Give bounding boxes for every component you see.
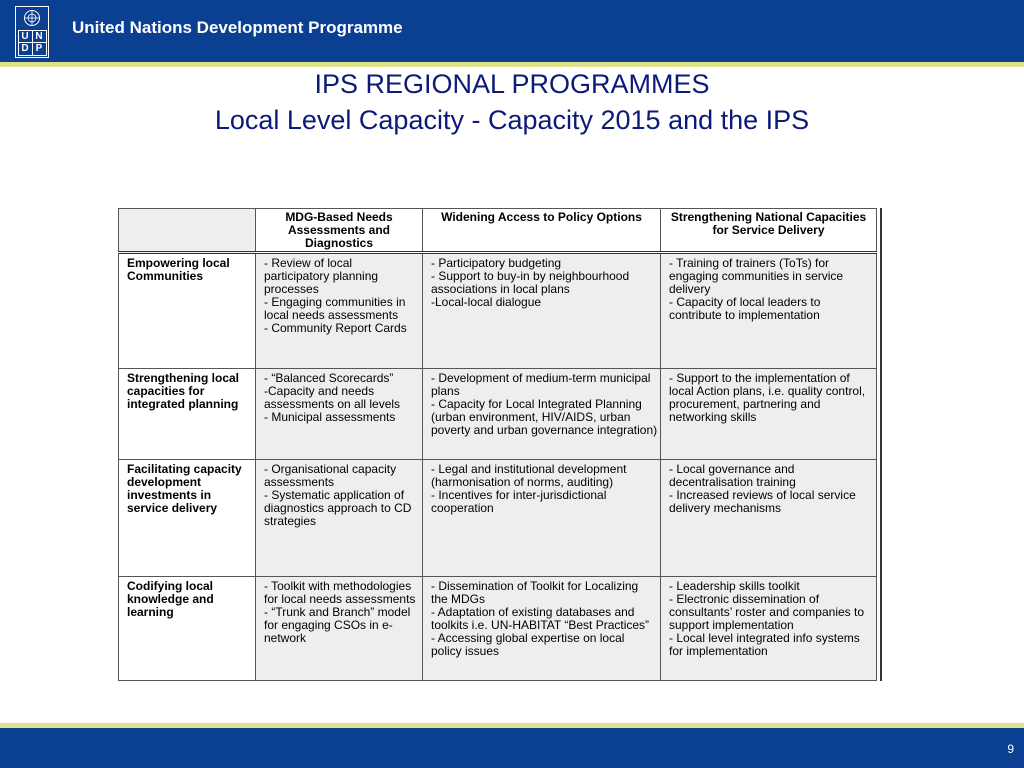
table-cell xyxy=(661,460,877,577)
table-row xyxy=(119,577,877,681)
cell-item: - Systematic application of diagnostics approach to CD strategies xyxy=(264,488,412,528)
logo-letter: U xyxy=(18,30,33,44)
title-line-1: IPS REGIONAL PROGRAMMES xyxy=(314,69,710,99)
cell-item: - Training of trainers (ToTs) for engaging communities in service delivery xyxy=(669,256,844,296)
row-label: Strengthening local capacities for integrated planning xyxy=(119,369,256,460)
table-cell xyxy=(256,253,423,369)
cell-item: - Local governance and decentralisation training xyxy=(669,462,796,489)
table-cell xyxy=(256,369,423,460)
column-header: MDG-Based Needs Assessments and Diagnostics xyxy=(256,209,423,253)
cell-item: - Electronic dissemination of consultants’ roster and companies to support implementation xyxy=(669,592,864,632)
table-row xyxy=(119,369,877,460)
cell-item: - Incentives for inter-jurisdictional cooperation xyxy=(431,488,607,515)
page-number: 9 xyxy=(1007,742,1014,756)
table-cell xyxy=(661,577,877,681)
column-header: Widening Access to Policy Options xyxy=(423,209,661,253)
title-line-2: Local Level Capacity - Capacity 2015 and the IPS xyxy=(214,105,810,135)
table-header-row xyxy=(119,209,877,253)
row-label: Facilitating capacity development investments in service delivery xyxy=(119,460,256,577)
logo-letter: P xyxy=(32,42,47,56)
table-cell xyxy=(661,369,877,460)
cell-item: -Capacity and needs assessments on all levels xyxy=(264,384,401,411)
programme-table-frame xyxy=(118,208,882,681)
header-bar xyxy=(0,0,1024,62)
cell-item: - Adaptation of existing databases and toolkits i.e. UN-HABITAT “Best Practices” xyxy=(431,605,650,632)
cell-item: - Participatory budgeting xyxy=(431,256,562,270)
page-title xyxy=(0,66,1024,138)
column-header: Strengthening National Capacities for Service Delivery xyxy=(661,209,877,253)
logo-letter: N xyxy=(32,30,47,44)
cell-item: - Engaging communities in local needs assessments xyxy=(264,295,406,322)
table-row xyxy=(119,460,877,577)
cell-item: - Toolkit with methodologies for local needs assessments xyxy=(264,579,416,606)
cell-item: - Community Report Cards xyxy=(264,321,407,335)
cell-item: - Review of local participatory planning processes xyxy=(264,256,379,296)
footer-bar xyxy=(0,728,1024,768)
cell-item: - Increased reviews of local service delivery mechanisms xyxy=(669,488,856,515)
table-cell xyxy=(256,577,423,681)
organization-name: United Nations Development Programme xyxy=(72,18,403,37)
table-row xyxy=(119,253,877,369)
cell-item: - Capacity of local leaders to contribute to implementation xyxy=(669,295,821,322)
cell-item: -Local-local dialogue xyxy=(431,295,542,309)
cell-item: - Support to buy-in by neighbourhood associations in local plans xyxy=(431,269,630,296)
cell-item: - Capacity for Local Integrated Planning (urban environment, HIV/AIDS, urban poverty and urban governance integration) xyxy=(431,397,658,437)
table-cell xyxy=(423,253,661,369)
cell-item: - “Trunk and Branch” model for engaging CSOs in e-network xyxy=(264,605,411,645)
table-cell xyxy=(423,577,661,681)
row-label: Empowering local Communities xyxy=(119,253,256,369)
programme-table xyxy=(118,208,877,681)
cell-item: - Local level integrated info systems for implementation xyxy=(669,631,860,658)
table-cell xyxy=(423,369,661,460)
table-cell xyxy=(256,460,423,577)
table-cell xyxy=(661,253,877,369)
cell-item: - Support to the implementation of local Action plans, i.e. quality control, procurement, partnering and networking skills xyxy=(669,371,866,424)
cell-item: - Leadership skills toolkit xyxy=(669,579,800,593)
cell-item: - Municipal assessments xyxy=(264,410,396,424)
logo-letters xyxy=(18,30,46,55)
table-cell xyxy=(423,460,661,577)
undp-logo xyxy=(15,6,49,58)
cell-item: - “Balanced Scorecards” xyxy=(264,371,394,385)
row-label: Codifying local knowledge and learning xyxy=(119,577,256,681)
un-emblem-icon xyxy=(23,9,41,27)
logo-letter: D xyxy=(18,42,33,56)
column-header xyxy=(119,209,256,253)
cell-item: - Dissemination of Toolkit for Localizing the MDGs xyxy=(431,579,639,606)
cell-item: - Development of medium-term municipal plans xyxy=(431,371,651,398)
cell-item: - Organisational capacity assessments xyxy=(264,462,397,489)
cell-item: - Legal and institutional development (harmonisation of norms, auditing) xyxy=(431,462,627,489)
cell-item: - Accessing global expertise on local policy issues xyxy=(431,631,625,658)
